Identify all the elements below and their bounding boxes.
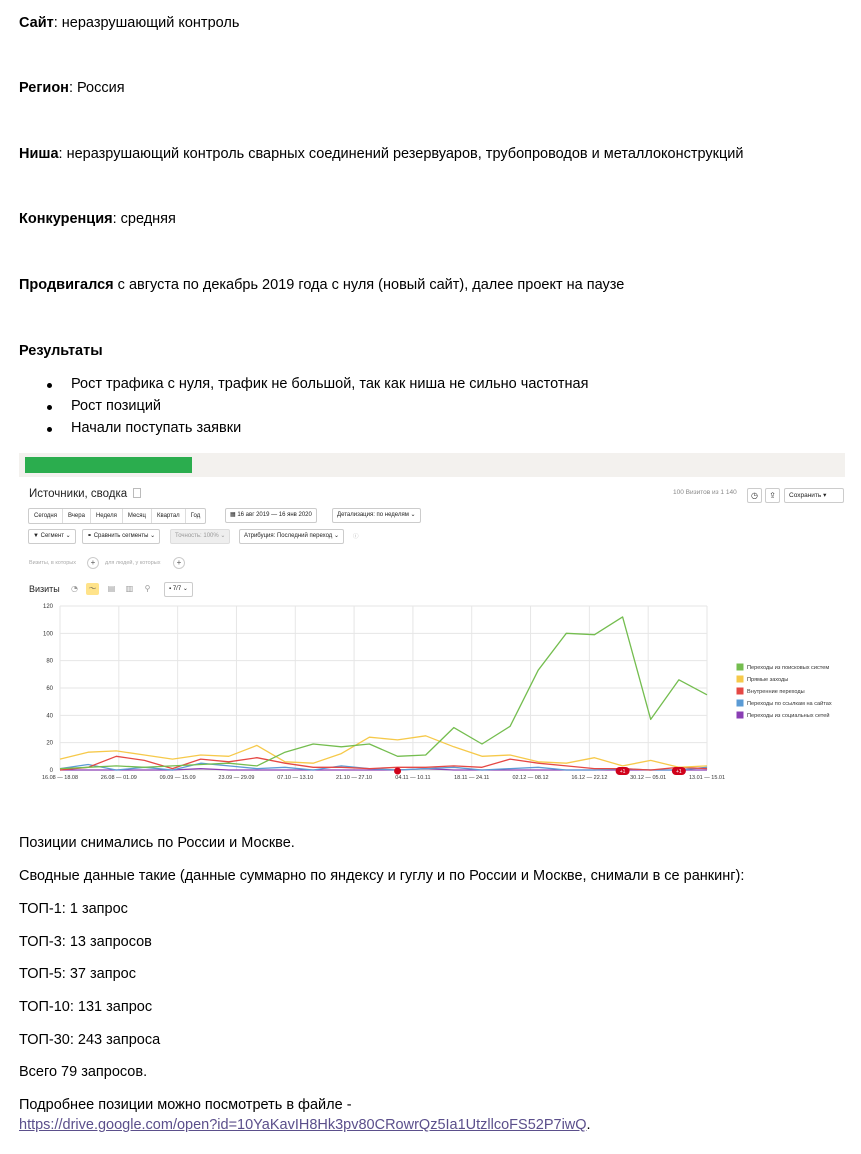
report-title-text: Источники, сводка <box>29 488 128 500</box>
y-tick-label: 120 <box>42 604 53 610</box>
filter-visits-label: Визиты, в которых <box>29 560 76 566</box>
comment-icon: ▪ <box>169 586 172 592</box>
link-after: . <box>586 1117 591 1133</box>
legend-label: Переходы из социальных сетей <box>747 713 830 719</box>
x-tick-label: 16.08 — 18.08 <box>41 775 79 781</box>
y-axis <box>43 604 54 774</box>
annotation-marker-label: +1 <box>619 769 626 775</box>
promoted-value: с августа по декабрь 2019 года с нуля (новый сайт), далее проект на паузе <box>113 277 625 293</box>
drive-link[interactable]: https://drive.google.com/open?id=10YaKavIH8Hk3pv80CRowrQz5Ia1UtzllcoFS52P7iwQ <box>19 1117 587 1133</box>
compare-icon: ⚭ <box>87 533 93 539</box>
report-title <box>29 488 141 500</box>
bookmark-icon[interactable] <box>133 488 141 498</box>
chart-legend <box>737 664 832 719</box>
area-chart-icon[interactable]: ▤ <box>107 584 116 593</box>
top1-line: ТОП-1: 1 запрос <box>19 901 128 917</box>
period-year[interactable]: Год <box>190 513 201 519</box>
results-heading-text: Результаты <box>19 343 103 359</box>
legend-label: Переходы по ссылкам на сайтах <box>747 701 832 707</box>
annotation-marker <box>394 768 401 775</box>
region-value: : Россия <box>68 80 125 96</box>
save-button[interactable]: Сохранить ▾ <box>784 488 844 503</box>
annotation-marker-label: +1 <box>676 769 682 775</box>
period-week[interactable]: Неделя <box>91 509 123 523</box>
add-visit-filter-icon[interactable]: + <box>87 557 99 569</box>
positions-summary: Сводные данные такие (данные суммарно по яндексу и гуглу и по России и Москве, снимали в се ранкинг): <box>19 868 745 884</box>
results-list <box>0 376 588 442</box>
competition-value: : средняя <box>112 211 176 227</box>
legend-label: Переходы из поисковых систем <box>747 665 830 671</box>
results-heading <box>19 343 103 359</box>
period-selector <box>28 508 206 524</box>
green-bar <box>25 457 192 473</box>
calendar-icon: ▦ <box>230 512 236 518</box>
help-icon[interactable]: ⓘ <box>353 534 359 540</box>
chart-grid <box>60 606 707 770</box>
series-line-search <box>60 617 707 769</box>
series-count: 7/7 <box>172 586 182 592</box>
detail-dropdown[interactable] <box>332 508 421 523</box>
period-today[interactable]: Сегодня <box>29 509 63 523</box>
list-item: Рост трафика с нуля, трафик не большой, так как ниша не сильно частотная <box>0 376 588 398</box>
x-tick-label: 18.11 — 24.11 <box>454 775 490 781</box>
y-tick-label: 20 <box>46 740 53 747</box>
positions-intro: Позиции снимались по России и Москве. <box>19 835 295 851</box>
segment-button[interactable]: ▼ Сегмент ⌄ <box>28 529 76 544</box>
top5-line: ТОП-5: 37 запрос <box>19 966 136 982</box>
filter-people-label: для людей, у которых <box>105 560 161 566</box>
visits-count: 100 Визитов из 1 140 <box>673 489 737 496</box>
legend-swatch <box>737 676 743 682</box>
legend-swatch <box>737 688 743 694</box>
accuracy-text: Точность: 100% <box>175 533 219 539</box>
niche-value: : неразрушающий контроль сварных соединений резервуаров, трубопроводов и металлоконструкций <box>58 146 744 162</box>
legend-label: Прямые заходы <box>747 677 789 683</box>
top10-line: ТОП-10: 131 запрос <box>19 999 153 1015</box>
promoted-line <box>19 277 624 293</box>
x-tick-label: 07.10 — 13.10 <box>277 775 314 781</box>
legend-swatch <box>737 700 743 706</box>
list-item: Начали поступать заявки <box>0 420 588 442</box>
legend-label: Внутренние переходы <box>747 689 805 695</box>
segment-text: Сегмент <box>40 533 65 539</box>
x-tick-label: 16.12 — 22.12 <box>571 775 608 781</box>
competition-label: Конкуренция <box>19 211 113 227</box>
x-tick-label: 23.09 — 29.09 <box>218 775 255 781</box>
compare-text: Сравнить сегменты <box>93 533 149 539</box>
x-tick-label: 02.12 — 08.12 <box>512 775 549 781</box>
region-label: Регион <box>19 80 69 96</box>
y-tick-label: 0 <box>49 768 53 774</box>
clock-icon[interactable]: ◷ <box>747 488 762 503</box>
metrica-topbar <box>19 453 845 477</box>
visits-label: Визиты <box>29 584 60 594</box>
x-tick-label: 09.09 — 15.09 <box>159 775 196 781</box>
export-icon[interactable]: ⇪ <box>765 488 780 503</box>
attribution-text: Атрибуция: Последний переход <box>244 533 333 539</box>
y-tick-label: 40 <box>46 713 53 720</box>
x-tick-label: 21.10 — 27.10 <box>336 775 373 781</box>
pie-chart-icon[interactable]: ◔ <box>71 584 78 593</box>
chevron-down-icon: ⌄ <box>410 512 416 518</box>
visits-chart <box>19 601 845 791</box>
filter-icon: ▼ <box>33 533 39 539</box>
date-range-text: 16 авг 2019 — 16 янв 2020 <box>237 512 312 518</box>
chart-lines <box>60 617 707 770</box>
site-value: : неразрушающий контроль <box>53 15 240 31</box>
y-tick-label: 80 <box>46 658 53 665</box>
add-people-filter-icon[interactable]: + <box>173 557 185 569</box>
compare-segments-button[interactable]: ⚭ Сравнить сегменты ⌄ <box>82 529 160 544</box>
competition-line <box>19 211 176 227</box>
x-tick-label: 13.01 — 15.01 <box>688 775 726 781</box>
list-item: Рост позиций <box>0 398 588 420</box>
date-range-picker[interactable] <box>225 508 317 523</box>
period-month[interactable]: Месяц <box>123 509 152 523</box>
top30-line: ТОП-30: 243 запроса <box>19 1032 161 1048</box>
niche-label: Ниша <box>19 146 59 162</box>
legend-swatch <box>737 664 743 670</box>
x-tick-label: 26.08 — 01.09 <box>100 775 137 781</box>
more-line: Подробнее позиции можно посмотреть в файле - <box>19 1097 352 1113</box>
series-line-direct <box>60 736 707 768</box>
period-yesterday[interactable]: Вчера <box>63 509 91 523</box>
total-line: Всего 79 запросов. <box>19 1064 148 1080</box>
attribution-dropdown[interactable]: Атрибуция: Последний переход ⌄ <box>239 529 344 544</box>
line-chart-icon[interactable]: 〜 <box>86 583 99 595</box>
save-button-label: Сохранить <box>789 492 822 499</box>
region-line <box>19 80 125 96</box>
y-tick-label: 60 <box>46 686 53 692</box>
x-tick-label: 04.11 — 10.11 <box>395 775 431 781</box>
bar-chart-icon[interactable]: ▥ <box>125 584 134 593</box>
metrica-screenshot <box>19 453 845 791</box>
top3-line: ТОП-3: 13 запросов <box>19 934 152 950</box>
map-pin-icon[interactable]: ⚲ <box>144 584 151 593</box>
accuracy-button[interactable]: Точность: 100% ⌄ <box>170 529 230 544</box>
site-label: Сайт <box>19 15 54 31</box>
detail-text: Детализация: по неделям <box>337 512 409 518</box>
series-selector[interactable]: ▪ 7/7 ⌄ <box>164 582 193 597</box>
legend-swatch <box>737 712 743 718</box>
y-tick-label: 100 <box>42 631 53 638</box>
promoted-label: Продвигался <box>19 277 114 293</box>
period-quarter[interactable]: Квартал <box>152 509 186 523</box>
link-line <box>19 1117 591 1133</box>
site-line <box>19 15 239 31</box>
x-tick-label: 30.12 — 05.01 <box>630 775 667 781</box>
niche-line <box>19 146 744 162</box>
